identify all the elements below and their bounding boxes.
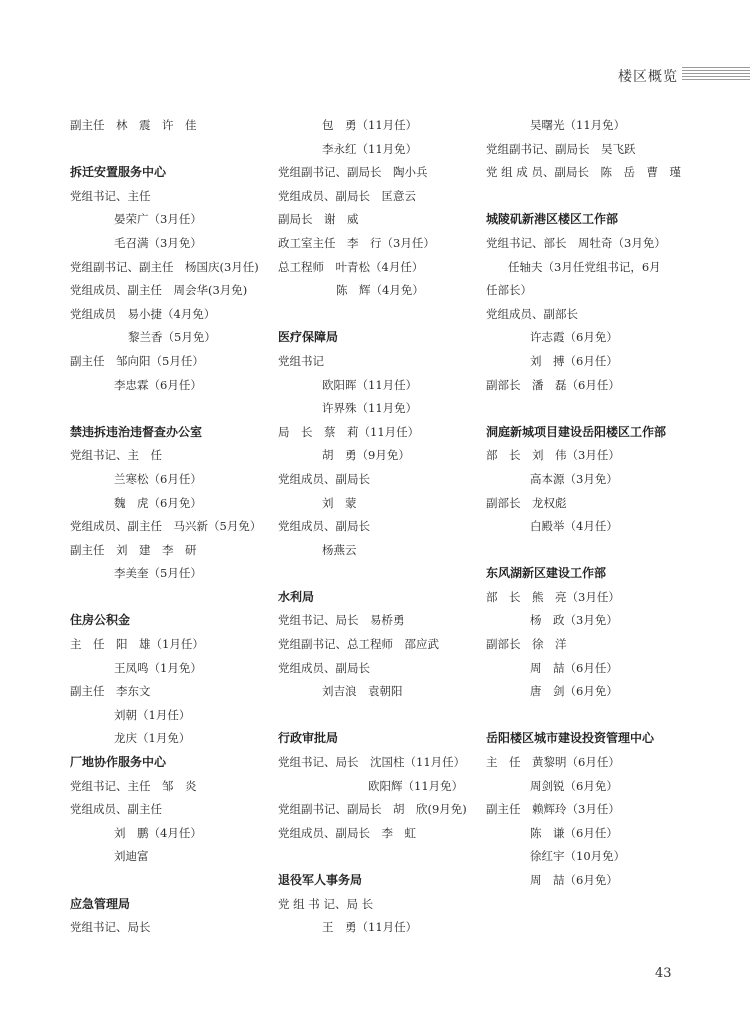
text-line: 副部长 潘 磊（6月任） (486, 377, 620, 392)
text-line: 王凤鸣（1月免） (114, 660, 202, 675)
text-line: 副部长 龙权彪 (486, 495, 567, 510)
text-line: 党组成员、副主任 马兴新（5月免） (70, 519, 262, 534)
text-line: 副局长 谢 威 (278, 212, 359, 227)
text-line: 党组副书记、副局长 陶小兵 (278, 165, 428, 180)
text-line: 黎兰香（5月免） (128, 330, 216, 345)
text-line: 许界殊（11月免） (322, 401, 418, 416)
section-heading: 拆迁安置服务中心 (70, 165, 167, 180)
text-line: 龙庆（1月免） (114, 731, 191, 746)
text-line: 党组成员、副局长 (278, 519, 370, 534)
text-line: 党组成员、副主任 (70, 802, 162, 817)
text-line: 政工室主任 李 行（3月任） (278, 235, 435, 250)
text-line: 魏 虎（6月免） (114, 495, 202, 510)
text-line: 党组成员、副局长 匡意云 (278, 188, 416, 203)
text-line: 李美奎（5月任） (114, 566, 202, 581)
text-line: 党组书记 (278, 353, 324, 368)
text-line: 毛召满（3月免） (114, 235, 202, 250)
text-line: 副主任 林 震 许 佳 (70, 118, 197, 132)
spacer (70, 869, 270, 893)
column-right (486, 114, 686, 893)
text-line: 陈 辉（4月免） (336, 283, 424, 298)
text-line: 吴曙光（11月免） (530, 118, 626, 132)
spacer (486, 704, 686, 728)
text-line: 党组副书记、副主任 杨国庆(3月任) (70, 259, 259, 274)
text-line: 党 组 成 员、副局长 陈 岳 曹 瑾 (486, 165, 681, 180)
text-line: 任轴夫（3月任党组书记，6月 (508, 259, 661, 274)
text-line: 党组成员、副局长 (278, 660, 370, 675)
text-line: 党组成员、副主任 周会华(3月免) (70, 283, 248, 298)
section-heading: 城陵矶新港区楼区工作部 (486, 212, 619, 227)
text-line: 部 长 熊 亮（3月任） (486, 589, 620, 604)
text-line: 任部长） (486, 283, 532, 298)
text-line: 李忠霖（6月任） (114, 377, 202, 392)
text-line: 徐红宇（10月免） (530, 849, 626, 864)
text-line: 许志霞（6月免） (530, 330, 618, 345)
spacer (486, 185, 686, 209)
text-line: 党组成员、副局长 李 虹 (278, 825, 416, 840)
text-line: 党组副书记、总工程师 邵应武 (278, 637, 439, 652)
spacer (486, 397, 686, 421)
text-line: 兰寒松（6月任） (114, 471, 202, 486)
text-line: 局 长 蔡 莉（11月任） (278, 424, 420, 439)
section-heading: 岳阳楼区城市建设投资管理中心 (486, 731, 655, 746)
text-line: 包 勇（11月任） (322, 118, 418, 132)
text-line: 刘 鹏（4月任） (114, 825, 202, 840)
text-line: 杨燕云 (322, 542, 357, 557)
spacer (278, 704, 478, 728)
text-line: 党组副书记、副局长 胡 欣(9月免) (278, 802, 467, 817)
text-line: 党组成员 易小捷（4月免） (70, 306, 216, 321)
text-line: 党组成员、副部长 (486, 306, 578, 321)
spacer (278, 562, 478, 586)
text-line: 党 组 书 记、局 长 (278, 896, 374, 911)
section-heading: 医疗保障局 (278, 330, 339, 345)
text-line: 刘迪富 (114, 849, 149, 864)
text-line: 党组书记、主任 (70, 188, 151, 203)
spacer (70, 138, 270, 162)
text-line: 党组成员、副局长 (278, 471, 370, 486)
page-number: 43 (655, 966, 672, 981)
section-heading: 退役军人事务局 (278, 873, 363, 887)
text-line: 欧阳辉（11月免） (368, 778, 464, 793)
text-line: 副主任 邹向阳（5月任） (70, 353, 204, 368)
section-heading: 厂地协作服务中心 (70, 755, 167, 770)
spacer (70, 586, 270, 610)
text-line: 周 喆（6月任） (530, 660, 618, 675)
section-heading: 洞庭新城项目建设岳阳楼区工作部 (486, 424, 667, 439)
text-line: 陈 谦（6月任） (530, 825, 618, 840)
text-line: 刘朝（1月任） (114, 707, 191, 722)
text-line: 党组书记、局长 (70, 920, 151, 935)
text-line: 刘 搏（6月任） (530, 353, 618, 368)
text-line: 周剑锐（6月免） (530, 778, 618, 793)
text-line: 李永红（11月免） (322, 141, 418, 156)
text-line: 晏荣广（3月任） (114, 212, 202, 227)
column-middle (278, 114, 478, 940)
text-line: 周 喆（6月免） (530, 873, 618, 887)
text-line: 刘吉浪 袁朝阳 (322, 684, 403, 699)
text-line: 党组书记、主任 邹 炎 (70, 778, 197, 793)
text-line: 部 长 刘 伟（3月任） (486, 448, 620, 463)
text-line: 党组书记、主 任 (70, 448, 162, 463)
text-line: 杨 政（3月免） (530, 613, 618, 628)
spacer (486, 539, 686, 563)
text-line: 王 勇（11月任） (322, 920, 418, 935)
text-line: 副主任 刘 建 李 研 (70, 542, 197, 557)
section-heading: 住房公积金 (70, 613, 131, 628)
text-line: 主 任 阳 雄（1月任） (70, 637, 204, 652)
text-line: 胡 勇（9月免） (322, 448, 410, 463)
spacer (278, 303, 478, 327)
text-line: 副部长 徐 洋 (486, 637, 567, 652)
section-heading: 禁违拆违治违督查办公室 (70, 424, 203, 439)
text-line: 党组副书记、副局长 吴飞跃 (486, 141, 636, 156)
section-heading: 东风湖新区建设工作部 (486, 566, 607, 581)
text-line: 主 任 黄黎明（6月任） (486, 755, 620, 770)
column-left (70, 114, 270, 940)
text-line: 欧阳晖（11月任） (322, 377, 418, 392)
text-line: 高本源（3月免） (530, 471, 618, 486)
section-heading: 行政审批局 (278, 731, 339, 746)
text-line: 唐 剑（6月免） (530, 684, 618, 699)
section-heading: 应急管理局 (70, 896, 131, 911)
text-line: 刘 蒙 (322, 495, 357, 510)
spacer (278, 845, 478, 869)
text-line: 白殿举（4月任） (530, 519, 618, 534)
text-line: 副主任 赖辉玲（3月任） (486, 802, 620, 817)
section-title: 楼区概览 (618, 69, 678, 85)
section-heading: 水利局 (278, 589, 315, 604)
spacer (70, 397, 270, 421)
text-line: 党组书记、局长 易桥勇 (278, 613, 405, 628)
text-line: 党组书记、局长 沈国柱（11月任） (278, 755, 466, 770)
text-line: 总工程师 叶青松（4月任） (278, 259, 424, 274)
text-line: 党组书记、部长 周牡奇（3月免） (486, 235, 666, 250)
header-decorative-rule (682, 67, 750, 81)
text-line: 副主任 李东文 (70, 684, 151, 699)
